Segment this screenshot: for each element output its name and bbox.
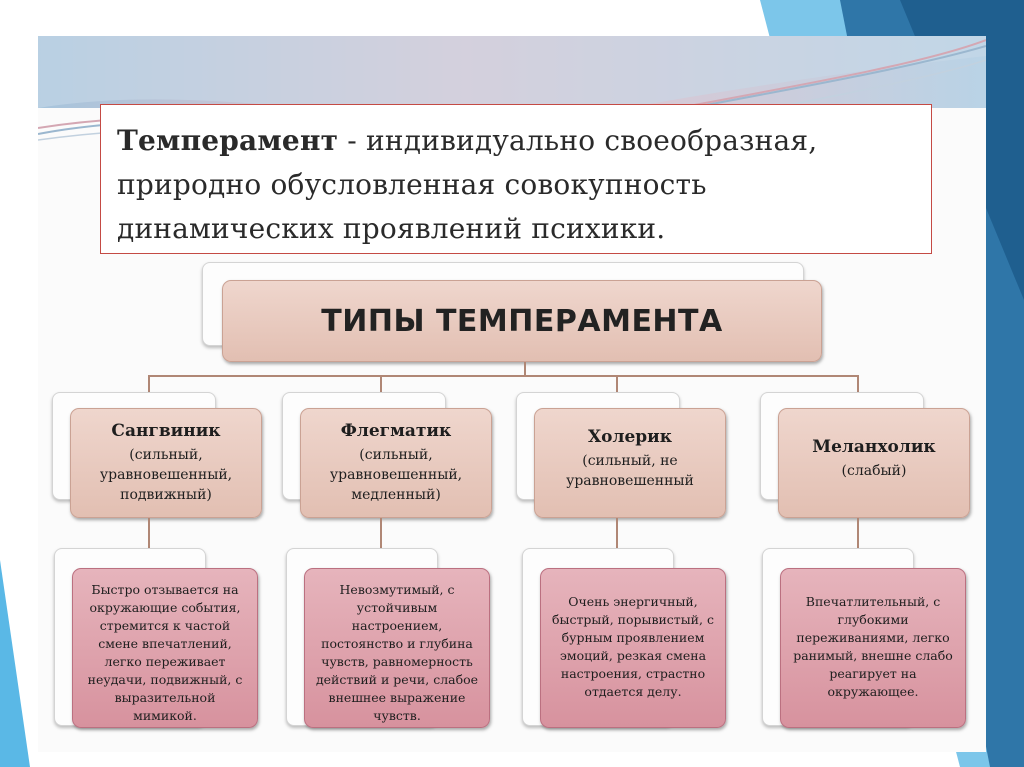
type-name: Сангвиник (111, 421, 221, 441)
slide-content (38, 36, 986, 752)
types-title: ТИПЫ ТЕМПЕРАМЕНТА (321, 304, 723, 339)
definition-text (117, 119, 915, 251)
char-card-sanguine (72, 568, 258, 728)
connector (524, 362, 526, 376)
type-card-choleric (534, 408, 726, 518)
type-characteristics: Очень энергичный, быстрый, порывистый, с бурным проявлением эмоций, резкая смена настроения, страстно отдается делу. (552, 594, 714, 699)
char-card-choleric (540, 568, 726, 728)
type-card-melancholic (778, 408, 970, 518)
char-card-phlegmatic (304, 568, 490, 728)
type-characteristics: Быстро отзывается на окружающие события, стремится к частой смене впечатлений, легко переживает неудачи, подвижный, с выразительной мимикой. (87, 582, 243, 723)
type-card-phlegmatic (300, 408, 492, 518)
char-card-melancholic (780, 568, 966, 728)
connector (148, 518, 150, 548)
connector (857, 518, 859, 548)
type-description: (сильный, уравновешенный, медленный) (329, 447, 463, 503)
connector (148, 375, 858, 377)
type-name: Холерик (587, 427, 673, 447)
types-title-box (222, 280, 822, 362)
type-characteristics: Впечатлительный, с глубокими переживаниями, легко ранимый, внешне слабо реагирует на окружающее. (793, 594, 953, 699)
connector (380, 518, 382, 548)
definition-box (100, 104, 932, 254)
definition-term: Темперамент (117, 124, 339, 157)
type-characteristics: Невозмутимый, с устойчивым настроением, постоянство и глубина чувств, равномерность действий и речи, слабое внешнее выражение чувств. (315, 582, 479, 723)
type-name: Меланхолик (812, 437, 936, 457)
type-description: (сильный, уравновешенный, подвижный) (99, 447, 233, 503)
type-name: Флегматик (340, 421, 452, 441)
type-card-sanguine (70, 408, 262, 518)
definition-body: - индивидуально своеобразная, природно обусловленная совокупность динамических проявлений психики. (117, 124, 818, 245)
type-description: (сильный, не уравновешенный (566, 453, 694, 489)
type-description: (слабый) (841, 463, 907, 479)
connector (616, 518, 618, 548)
